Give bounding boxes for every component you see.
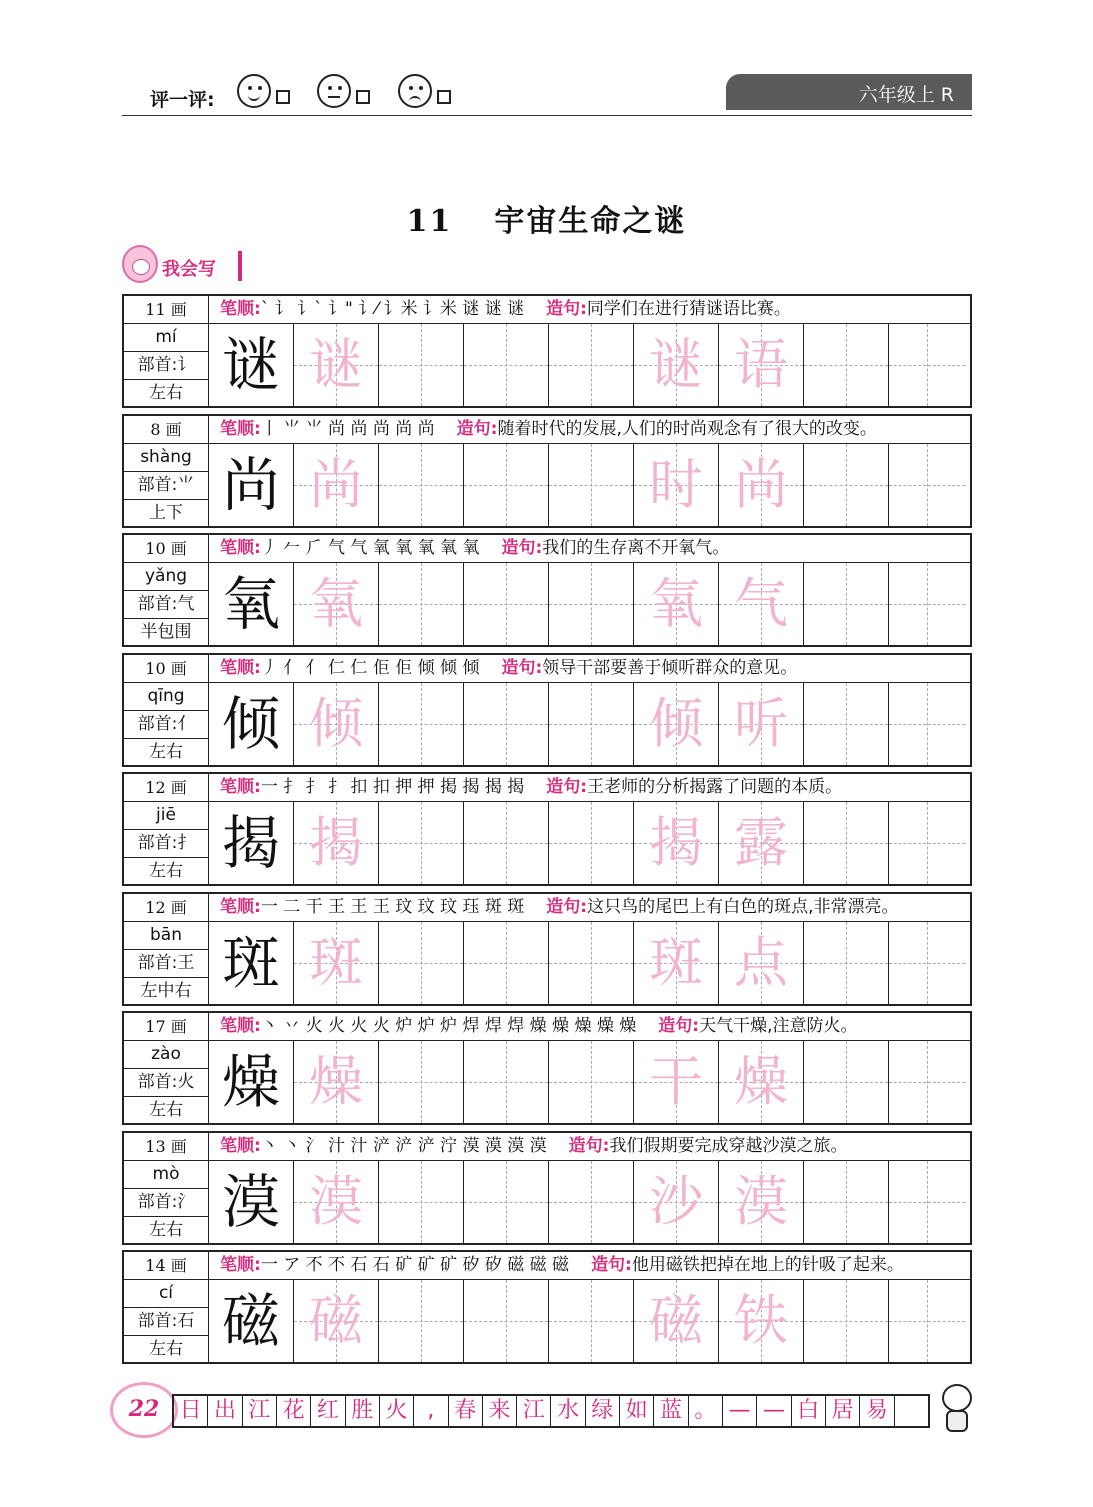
poem-cell: 红 (311, 1396, 345, 1426)
stroke-order-label: 笔顺: (220, 1135, 261, 1156)
trace-word-char: 点 (734, 930, 788, 994)
writing-cell[interactable] (294, 802, 379, 884)
trace-character: 揭 (309, 811, 363, 874)
writing-cell[interactable] (634, 922, 719, 1004)
sentence-label: 造句: (591, 1255, 632, 1275)
radical: 部首:⺌ (124, 472, 208, 500)
stroke-row (124, 894, 970, 922)
stroke-order-label: 笔顺: (220, 896, 261, 917)
writing-cell[interactable] (464, 563, 549, 645)
stroke-order-line (220, 535, 729, 562)
stroke-order-line (220, 416, 877, 443)
writing-cell[interactable] (464, 324, 549, 406)
writing-cell[interactable] (379, 802, 464, 884)
model-character: 漠 (209, 1161, 294, 1243)
writing-cell[interactable] (804, 1280, 889, 1362)
writing-cell[interactable] (889, 922, 965, 1004)
writing-cell[interactable] (379, 1161, 464, 1243)
trace-character: 倾 (309, 691, 363, 755)
writing-cell[interactable] (294, 1041, 379, 1123)
writing-cell[interactable] (719, 683, 804, 765)
girl-mascot-icon (122, 245, 158, 283)
stroke-order: 一 ア 不 不 石 石 矿 矿 矿 矽 矽 磁 磁 磁 (260, 1255, 570, 1275)
writing-cell[interactable] (634, 683, 719, 765)
stroke-count: 17 画 (124, 1013, 209, 1040)
writing-cell[interactable] (719, 444, 804, 526)
structure: 左右 (149, 1339, 183, 1359)
trace-word-char: 沙 (649, 1169, 703, 1233)
writing-cell[interactable] (719, 324, 804, 406)
char-info (124, 802, 209, 884)
writing-cell[interactable] (549, 802, 634, 884)
trace-word-char: 语 (734, 333, 788, 396)
writing-cell[interactable] (804, 1161, 889, 1243)
trace-word-char: 尚 (734, 452, 788, 516)
stroke-order-label: 笔顺: (220, 777, 261, 797)
poem-cell: 胜 (346, 1396, 380, 1426)
trace-word-char: 燥 (734, 1050, 788, 1113)
model-character: 斑 (209, 922, 294, 1004)
writing-cell[interactable] (294, 1280, 379, 1362)
writing-cell[interactable] (634, 444, 719, 526)
stroke-count: 10 画 (124, 655, 209, 682)
writing-cell[interactable] (804, 324, 889, 406)
pinyin: jiē (124, 802, 208, 830)
stroke-row (124, 774, 970, 802)
trace-character: 谜 (309, 333, 363, 396)
writing-cell[interactable] (719, 802, 804, 884)
radical: 部首:氵 (124, 1189, 208, 1217)
writing-cell[interactable] (549, 1041, 634, 1123)
pinyin: shàng (124, 444, 208, 472)
writing-cell[interactable] (719, 1280, 804, 1362)
writing-cell[interactable] (379, 444, 464, 526)
character-block (122, 772, 972, 886)
trace-word-char: 干 (649, 1050, 703, 1113)
radical: 部首:扌 (124, 830, 208, 858)
writing-cell[interactable] (379, 1041, 464, 1123)
happy-checkbox[interactable] (276, 90, 290, 104)
writing-cell[interactable] (889, 324, 965, 406)
trace-word-char: 倾 (649, 691, 703, 755)
sentence: 王老师的分析揭露了问题的本质。 (587, 777, 843, 797)
writing-cell[interactable] (294, 563, 379, 645)
stroke-order: 丿 𠂉 ⺁ 气 气 氧 氧 氧 氧 氧 (260, 538, 480, 558)
trace-word-char: 磁 (649, 1289, 703, 1352)
stroke-row (124, 416, 970, 444)
trace-word-char: 气 (734, 572, 788, 635)
stroke-order: 一 扌 扌 扌 扣 扣 押 押 掲 揭 揭 揭 (260, 777, 525, 797)
character-block (122, 653, 972, 767)
grade-label: 六年级上 R (858, 84, 954, 106)
poem-cell: 火 (380, 1396, 414, 1426)
poem-cell: , (414, 1396, 448, 1426)
stroke-order-label: 笔顺: (220, 657, 261, 678)
stroke-order-line (220, 1252, 904, 1279)
poem-cell: 出 (208, 1396, 242, 1426)
character-block (122, 1131, 972, 1245)
poem-cell: 江 (243, 1396, 277, 1426)
sentence: 我们的生存离不开氧气。 (542, 538, 730, 558)
stroke-order-label: 笔顺: (220, 1255, 261, 1275)
char-info (124, 1161, 209, 1243)
sentence: 随着时代的发展,人们的时尚观念有了很大的改变。 (497, 418, 877, 439)
trace-character: 磁 (309, 1289, 363, 1352)
sentence-label: 造句: (658, 1016, 700, 1036)
poem-cell: 白 (792, 1396, 826, 1426)
writing-cell[interactable] (804, 444, 889, 526)
writing-cell[interactable] (549, 563, 634, 645)
writing-cell[interactable] (804, 563, 889, 645)
writing-cell[interactable] (379, 1280, 464, 1362)
stroke-count: 12 画 (124, 774, 209, 801)
structure: 左右 (149, 383, 183, 403)
writing-cell[interactable] (464, 922, 549, 1004)
writing-cell[interactable] (379, 324, 464, 406)
writing-cell[interactable] (719, 1161, 804, 1243)
writing-cell[interactable] (634, 802, 719, 884)
writing-cell[interactable] (889, 1280, 965, 1362)
writing-cell[interactable] (634, 563, 719, 645)
radical: 部首:王 (124, 950, 208, 978)
model-character: 谜 (209, 324, 294, 406)
writing-cell[interactable] (719, 563, 804, 645)
neutral-checkbox[interactable] (356, 90, 370, 104)
character-block (122, 1011, 972, 1125)
happy-face-icon (237, 74, 271, 108)
sentence-label: 造句: (501, 657, 543, 678)
writing-cell[interactable] (379, 922, 464, 1004)
writing-cell[interactable] (804, 1041, 889, 1123)
grade-tab (726, 74, 972, 110)
char-info (124, 324, 209, 406)
structure: 左右 (149, 741, 183, 762)
writing-cell[interactable] (379, 563, 464, 645)
poem-cell: 春 (449, 1396, 483, 1426)
trace-word-char: 露 (734, 811, 788, 874)
pinyin: yǎng (124, 563, 208, 591)
writing-cell[interactable] (549, 324, 634, 406)
stroke-count: 10 画 (124, 535, 209, 562)
writing-cell[interactable] (634, 1161, 719, 1243)
rating-label: 评一评: (150, 89, 215, 111)
writing-cell[interactable] (549, 444, 634, 526)
stroke-order-label: 笔顺: (220, 538, 261, 558)
writing-cell[interactable] (719, 922, 804, 1004)
sentence-label: 造句: (546, 896, 588, 917)
stroke-count: 11 画 (124, 296, 209, 323)
model-character: 倾 (209, 683, 294, 765)
writing-cell[interactable] (804, 802, 889, 884)
poem-cell: 水 (551, 1396, 585, 1426)
stroke-order: ` 讠 讠` 讠" 讠⁄ 讠米 讠米 谜 谜 谜 (260, 299, 525, 319)
stroke-order: 丿 亻 亻 仁 仁 佢 佢 倾 倾 倾 (260, 657, 480, 678)
radical: 部首:石 (124, 1308, 208, 1336)
model-character: 氧 (209, 563, 294, 645)
stroke-count: 8 画 (124, 416, 209, 443)
pinyin: zào (124, 1041, 208, 1069)
writing-cell[interactable] (719, 1041, 804, 1123)
trace-word-char: 漠 (734, 1169, 788, 1233)
pinyin: qīng (124, 683, 208, 711)
radical: 部首:火 (124, 1069, 208, 1097)
stroke-order-line (220, 774, 842, 801)
writing-cell[interactable] (889, 563, 965, 645)
char-info (124, 444, 209, 526)
radical: 部首:亻 (124, 711, 208, 739)
trace-word-char: 斑 (649, 930, 703, 994)
stroke-order-label: 笔顺: (220, 299, 261, 319)
stroke-order: 丨 ⺌ ⺌ 尚 尚 尚 尚 尚 (260, 418, 435, 439)
writing-cell[interactable] (464, 444, 549, 526)
sentence-label: 造句: (546, 299, 587, 319)
poem-cell: — (757, 1396, 791, 1426)
character-block (122, 1250, 972, 1364)
writing-cell[interactable] (634, 1041, 719, 1123)
character-block (122, 892, 972, 1006)
poem-cell: 居 (826, 1396, 860, 1426)
character-block (122, 533, 972, 647)
stroke-count: 13 画 (124, 1133, 209, 1160)
poem-cell: 花 (277, 1396, 311, 1426)
section-bar (238, 251, 242, 281)
writing-cell[interactable] (294, 324, 379, 406)
section-heading (120, 243, 260, 287)
lesson-name: 宇宙生命之谜 (494, 204, 687, 239)
trace-word-char: 氧 (649, 572, 703, 635)
pinyin: bān (124, 922, 208, 950)
writing-cell[interactable] (464, 802, 549, 884)
writing-cell[interactable] (464, 1041, 549, 1123)
sentence: 他用磁铁把掉在地上的针吸了起来。 (631, 1255, 904, 1275)
char-info (124, 1280, 209, 1362)
writing-cell[interactable] (634, 1280, 719, 1362)
pinyin: mí (124, 324, 208, 352)
sentence-label: 造句: (501, 538, 543, 558)
structure: 半包围 (140, 622, 192, 642)
sentence: 我们假期要完成穿越沙漠之旅。 (609, 1135, 848, 1156)
poem-cell: 蓝 (654, 1396, 688, 1426)
footer (110, 1378, 980, 1438)
writing-cell[interactable] (804, 922, 889, 1004)
stroke-row (124, 1252, 970, 1280)
sad-checkbox[interactable] (437, 90, 451, 104)
stroke-count: 14 画 (124, 1252, 209, 1279)
poem-cell: 如 (620, 1396, 654, 1426)
neutral-face-icon (317, 74, 351, 108)
writing-cell[interactable] (464, 1161, 549, 1243)
writing-cell[interactable] (379, 683, 464, 765)
poem-cell: — (723, 1396, 757, 1426)
stroke-order: 一 二 干 王 王 王 玟 玟 玟 珏 斑 斑 (260, 896, 525, 917)
stroke-row (124, 1013, 970, 1041)
model-character: 揭 (209, 802, 294, 884)
stroke-order: 丶 丷 火 火 火 火 炉 炉 炉 焊 焊 焊 燥 燥 燥 燥 燥 (260, 1016, 637, 1036)
poem-cell: 绿 (586, 1396, 620, 1426)
trace-character: 尚 (309, 452, 363, 516)
structure: 左右 (149, 1219, 183, 1240)
structure: 左右 (149, 1100, 183, 1120)
writing-cell[interactable] (294, 444, 379, 526)
stroke-order-label: 笔顺: (220, 1016, 261, 1036)
writing-cell[interactable] (294, 922, 379, 1004)
writing-cell[interactable] (889, 1041, 965, 1123)
trace-word-char: 时 (649, 452, 703, 516)
sentence: 领导干部要善于倾听群众的意见。 (542, 657, 798, 678)
sentence: 天气干燥,注意防火。 (699, 1016, 858, 1036)
char-info (124, 683, 209, 765)
stroke-row (124, 655, 970, 683)
sentence: 同学们在进行猜谜语比赛。 (586, 299, 791, 319)
sentence-label: 造句: (456, 418, 498, 439)
character-block (122, 294, 972, 408)
poem-cell: 。 (689, 1396, 723, 1426)
stroke-order-label: 笔顺: (220, 418, 261, 439)
structure: 左右 (149, 861, 183, 881)
radical: 部首:讠 (124, 352, 208, 380)
stroke-order-line (220, 1013, 858, 1040)
stroke-order-line (220, 894, 898, 921)
writing-cell[interactable] (549, 922, 634, 1004)
writing-cell[interactable] (889, 683, 965, 765)
poem-cell (895, 1396, 928, 1426)
writing-cell[interactable] (804, 683, 889, 765)
trace-word-char: 铁 (734, 1289, 788, 1352)
model-character: 尚 (209, 444, 294, 526)
model-character: 燥 (209, 1041, 294, 1123)
trace-character: 漠 (309, 1169, 363, 1233)
trace-word-char: 听 (734, 691, 788, 755)
stroke-order-line (220, 1133, 847, 1160)
character-block (122, 414, 972, 528)
char-info (124, 1041, 209, 1123)
sentence: 这只鸟的尾巴上有白色的斑点,非常漂亮。 (587, 896, 899, 917)
stroke-order: 丶 丶 氵 汁 汁 浐 浐 浐 泞 漠 漠 漠 漠 (260, 1135, 547, 1156)
poem-strip (172, 1394, 930, 1428)
stroke-row (124, 296, 970, 324)
writing-cell[interactable] (464, 683, 549, 765)
stroke-order-line (220, 296, 791, 323)
lesson-number: 11 (406, 204, 453, 239)
trace-word-char: 揭 (649, 811, 703, 874)
stroke-order-line (220, 655, 797, 682)
writing-cell[interactable] (889, 1161, 965, 1243)
writing-cell[interactable] (889, 802, 965, 884)
trace-word-char: 谜 (649, 333, 703, 396)
sentence-label: 造句: (568, 1135, 610, 1156)
char-info (124, 922, 209, 1004)
char-info (124, 563, 209, 645)
sentence-label: 造句: (546, 777, 588, 797)
poem-cell: 日 (174, 1396, 208, 1426)
structure: 上下 (149, 502, 183, 523)
stroke-count: 12 画 (124, 894, 209, 921)
stroke-row (124, 535, 970, 563)
poem-cell: 来 (483, 1396, 517, 1426)
poem-cell: 江 (517, 1396, 551, 1426)
boy-mascot-icon (936, 1378, 978, 1434)
writing-cell[interactable] (464, 1280, 549, 1362)
writing-cell[interactable] (549, 683, 634, 765)
structure: 左中右 (140, 980, 192, 1001)
writing-cell[interactable] (634, 324, 719, 406)
lesson-title (0, 196, 1093, 240)
writing-cell[interactable] (294, 1161, 379, 1243)
poem-cell: 易 (860, 1396, 894, 1426)
pinyin: cí (124, 1280, 208, 1308)
page-number: 22 (110, 1382, 178, 1438)
writing-cell[interactable] (294, 683, 379, 765)
writing-cell[interactable] (549, 1280, 634, 1362)
writing-cell[interactable] (889, 444, 965, 526)
trace-character: 氧 (309, 572, 363, 635)
header-rule (122, 115, 972, 116)
pinyin: mò (124, 1161, 208, 1189)
section-label: 我会写 (162, 259, 216, 280)
model-character: 磁 (209, 1280, 294, 1362)
sad-face-icon (398, 74, 432, 108)
trace-character: 燥 (309, 1050, 363, 1113)
stroke-row (124, 1133, 970, 1161)
writing-cell[interactable] (549, 1161, 634, 1243)
radical: 部首:气 (124, 591, 208, 619)
trace-character: 斑 (309, 930, 363, 994)
